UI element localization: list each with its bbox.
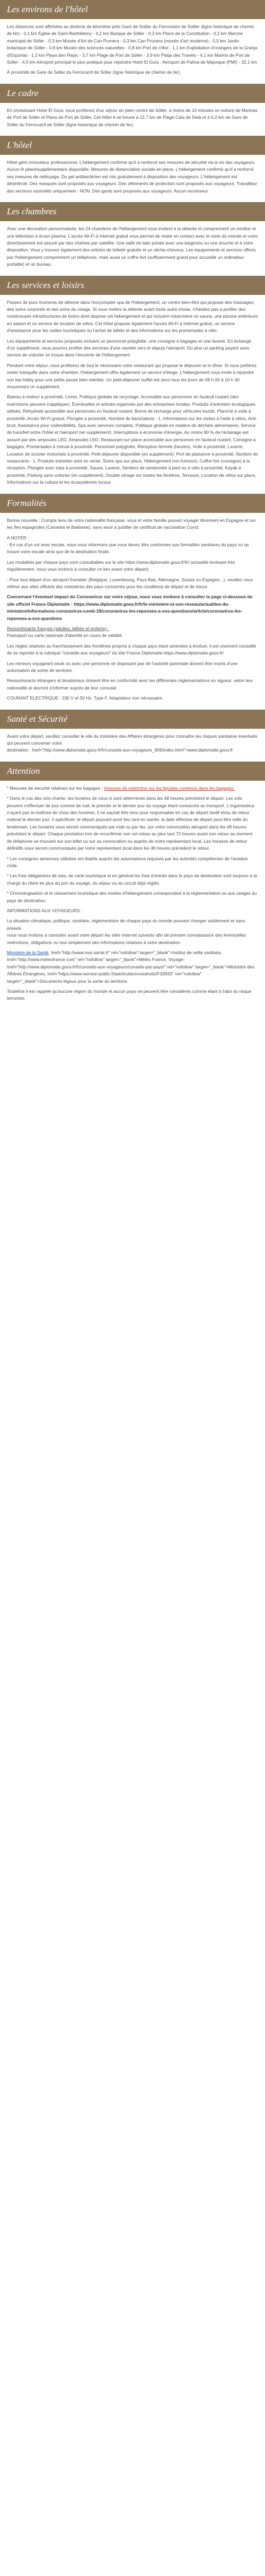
formalites-frontieres-text: Les règles relatives au franchissement des frontières propres à chaque pays étant amenées à évoluer, il est vivement conseillé de se reporter à la rubrique "conseils aux voyageurs" du site France Diplomatie.https://www.diplomatie.gouv.fr/ [7, 643, 257, 656]
attention-bagages-link[interactable]: mesures de restriction sur les liquides contenus dans les bagages. [103, 785, 235, 791]
section-environs [0, 0, 265, 84]
attention-links-rest: , href="http://www.invs.sante.fr" rel="nofollow" target="_blank">Institut de veille sanitaire, href="http://www.meteofrance.com" rel="nofollow" target="_blank">Météo France, Voyage-href="http://www.diplomatie.gouv.fr/fr/conseils-aux-voyageurs/conseils-par-pays/" rel="nofollow" target="_blank">Ministère des Affaires Étrangères, href="https://www.service-public.fr/particuliers/vosdroits/F33833" rel="nofollow" target="_blank">Documents légaux pour la sortie du territoire. [7, 949, 254, 984]
section-title-services: Les services et loisirs [0, 276, 265, 295]
attention-climat-text: La situation climatique, politique, sanitaire, réglementaire de chaque pays du monde pouvant changer subitement et sans préavis [7, 918, 245, 931]
section-sante [0, 710, 265, 762]
services-equipment-text: Les équipements et services proposés incluent un personnel polyglotte, une consigne à bagages et une laverie. En échange d'un supplément, vous pourrez profiter des services d'une navette vers et depuis l'aéroport. Du plus un parking payant sans service de voiturier se trouve dans l'enceinte de l'hébergement. [7, 338, 251, 358]
formalites-coronavirus-link[interactable]: Concernant l'éventuel impact du Coronavirus sur votre séjour, nous vous invitons à consulter la page ci-dessous du site officiel France Diplomatie : https://www.diplomatie.gouv.fr/fr/le-ministere-et-son-reseau/actualites-du-ministere/informations-coronavirus-covid-19/coronavirus-les-reponses-a-vos-questions/article/coronavirus-les-reponses-a-vos-questions [7, 594, 253, 621]
sante-destination-link[interactable]: destination : href="http://www.diplomatie.gouv.fr/fr/conseils-aux-voyageurs_909/index.html">www.diplomatie.gouv.fr [7, 747, 233, 753]
ministere-sante-link[interactable]: Ministère de la Santé [7, 949, 49, 955]
services-dining-text: Pendant votre séjour, vous profiterez de tout le nécessaire votre restaurant qui propose le déjeuner et le dîner. Si vous préférez rester tranquille dans votre chambre, l'hébergement offre également un service d'étage. L'hébergement vous invite à rejoindre son bar-lobby pour une petite pause bien méritée. Un petit-déjeuner buffet est servi tous les jours de 08 h 00 à 10 h 30 moyennant un supplément. [7, 362, 257, 389]
section-body-chambres [0, 221, 265, 272]
section-hotel [0, 136, 265, 202]
chambres-text: Avec une décoration personnalisée, les 24 chambres de l'hébergement vous invitent à la détente et comprennent un minibar et une télévision à écran plasma. L'accès Wi-Fi à Internet gratuit vous permet de rester en contact avec le reste du monde et votre divertissement est assuré par des chaînes par satellite. Une salle de bain privée avec une baignoire ou une douche et à votre disposition. Vous y trouvez également des articles de toilette gratuits et un sèche-cheveux. Les équipements et services offerts par l'hébergement comprennent un téléphone, mais aussi un coffre-fort (suffisamment grand pour accueillir un ordinateur portable) et un bureau. [7, 226, 258, 267]
environs-proximity-text: À proximité de Gare de Sóller du Ferrocarril de Sóller (ligne historique de chemin de fer) [7, 69, 180, 75]
attention-consignes-text: * Les consignes aériennes utilisées ont établis auprès les autorisations requises par les autorités compétentes de l'aviation civile. [7, 855, 248, 868]
attention-info-heading: INFORMATIONS AUX VOYAGEURS : [7, 907, 83, 913]
services-amenities-list: Bateau à moteur à proximité, Livres, Politique globale de recyclage, Accessible aux personnes en fauteuil roulant (des restrictions peuvent s'appliquer), Éventuelles et articles organisés par des entreprises locales. Produits d'entretien écologiques utilisés, Rehydrate accessible aux personnes en fauteuil roulant, Borne de recharge pour véhicules lourds, Planché à voile à proximité, Accès Wi-Fi gratuit, Plongée à proximité, Nombre de bars/salons : 1, Informations sur les visites à l'aide à vélos, Anti-bruit, Assistance pour visites/billets, Spa avec services complets, Politique globale en matière de déchets alimentaires, Service de transfert entre l'hôtel et l'aéroport (en supplément), Interruptions à économie d'énergie, Au moins 80 % de l'éclairage est assuré par des ampoules LED, Ampoules LED, Restaurant sur place accessible aux personnes en fauteuil roulant, Consigne à bagages, Promenades à cheval à proximité. Personnel polyglotte, Réception fermée (heures), Voile à proximité, Laverie, Location de scooter motorisés à proximité, Petit-déjeuner disponible (en supplément), Port de plaisance à proximité, Nombre de restaurants : 1, Produits entretien sont en vente, Soins spa sur place, Hébergement non-fumeurs, Coffre-fort (consigne) à la réception, Plongée avec tuba à proximité, Sauna, Laverie, Sentiers de randonnée à pied ou à vélo à proximité, Kayak à proximité, Parking sans voiturier (en supplément), Double vitrage sur toutes les fenêtres, Terrasse, Location de vélos sur place, Informations sur la culture et les écosystèmes locaux [7, 394, 258, 485]
section-services [0, 276, 265, 494]
formalites-ressortissants-heading: Ressortissants français (adultes, bébés et enfants) : [7, 625, 109, 631]
formalites-frontalier-text: - Pour tout départ d'un aéroport frontalier (Belgique, Luxembourg, Pays-Bas, Allemagne, Suisse ou Espagne...), veuillez vous référer aux sites officiels des ministères des pays concernés pour les conditions de départ et de retour. [7, 577, 253, 589]
section-formalites [0, 494, 265, 710]
attention-terrorisme-text: Toutefois il est rappelé qu'aucune région du monde et aucun pays ne peuvent être considérés comme étant à l'abri du risque terroriste. [7, 989, 252, 1001]
section-title-attention: Attention [0, 762, 265, 781]
attention-frais-text: * Les frais obligatoires de visa, de carte touristique et en général les frais d'entrée dans le pays de destination sont toujours à la charge du client en plus du prix du voyage, du séjour ou du circuit déjà réglés. [7, 873, 257, 886]
section-title-cadre: Le cadre [0, 84, 265, 103]
section-cadre [0, 84, 265, 136]
section-title-formalites: Formalités [0, 494, 265, 513]
attention-sites-text: nous vous invitons à consulter avant votre départ les sites Internet suivants afin de prendre connaissance des éventuelles restrictions, obligations ou tout simplement des informations relatives à votre destination. [7, 932, 246, 945]
attention-bagages-text [7, 785, 258, 792]
formalites-modalites-text: Les modalités par chaque pays sont consultables sur le site https://www.diplomatie.gouv.fr/fr/ (actualité évoluant très régulièrement, nous vous invitons à consulter ce lien avant votre départ). [7, 559, 235, 572]
formalites-escale-text: - En cas d'un vol avec escale, nous vous informons que vous devez être conformes aux formalités sanitaires du pays où se trouve votre escale ainsi que de la destination finale. [7, 542, 249, 555]
section-body-formalites [0, 513, 265, 706]
section-body-cadre [0, 103, 265, 133]
environs-distances-text: Les distances sont affichées au dixième de kilomètre près Gare de Sollier du Ferroviaire de Sollier (ligne historique de chemin de fer) - 0,1 km Église de Saint-Barthélemy - 0,2 km Banque de Sóller - 0,2 km Place de la Constitution - 0,2 km Marché municipal de Sóller - 0,3 km Musée d'Art de Can Prunera - 0,3 km Can Prunera (musée d'art moderne) - 0,5 km Jardin botanique de Sóller - 0,8 km Musée des sciences naturelles - 0,8 km Port de s'Illot - 1,1 km Exploitation d'orangers de la Granja d'Esporlas - 1,2 km Playa den Repic - 3,7 km Plage de Port de Sóller - 3,9 km Platja des Travels - 4,1 km Marina de Port de Sóller - 4,5 km Aéroport principal le plus pratique pour rejoindre Hotel El Guía : Aéroport de Palma de Majorque (PMI) - 32,1 km [7, 24, 258, 65]
cadre-text: En choisissant Hotel El Guía, vous profiterez d'un séjour en plein centre de Sóller, à moins de 10 minutes en voiture de Marinas de Port de Sóller et Plans de Port de Sóller. Cet hôtel 4 se trouve à 12,7 km de Plage Cala de Deià et à 0,2 km de Gare de Sóller du Ferrocarril de Sóller (ligne historique de chemin de fer). [7, 107, 258, 127]
section-chambres [0, 202, 265, 275]
section-body-hotel [0, 155, 265, 199]
hotel-info-page [0, 0, 265, 1010]
attention-bagages-label: * Mesures de sécurité relatives sur les bagages : [7, 785, 104, 791]
hotel-text: Hôtel géré innovateur professionnel. L'hébergement confirme qu'il a renforcé ses mesures de sécurité vis-à-vis des voyageurs. Aucun lit pliant/supplémentaire disponible. Mesures de distanciation sociale en place, L'hébergement confirme qu'il a renforcé ses mesures de nettoyage. Du gel antibactérien est mis gratuitement à disposition des voyageurs. L'hébergement est désinfecté. Des masques sont proposés aux voyageurs. Des vêtements de protection sont proposés aux voyageurs. Travailleur des secteurs assimilés uniquement - NON. Des gants sont proposés aux voyageurs. Aucun escenseur [7, 160, 258, 194]
attention-charter-text: * Dans le cas des vols charter, les horaires de ceux-ci sont déterminés dans les 48 heures précédent le départ. Les vols peuvent s'effectuer de jour comme de nuit, le premier et le dernier jour du voyage étant consacrés au transport. L'organisateur n'ayant pas la maîtrise de choix des horaires, il ne saurait être tenu pour responsable en cas de départ tardif et/ou de retour matinal le dernier jour. Il spécificier, le départ pouvant avoir lieu tard en soirée, la date effective de départ peut être celle du lendemain. Les horaires vous seront communiqués par mail ou par fax, sur votre convocation aéroport dans les 48 heures précédant le départ. Chaque prestation lors de reconfirmer son vol retour au plus tard 72 heures avant son retour au moment de téléphone se trouvant sur son billet ou sur sa convocation ou auprès de notre représentant local. Les horaires de retour définitifs vous seront communiqués par notre représentant local dans les 48 heures précédent le retour. [7, 796, 255, 851]
section-body-sante [0, 729, 265, 758]
formalites-mineurs-text: Les mineurs voyageant seuls ou avec une personne ne disposant pas de l'autorité parentale doivent être munis d'une autorisation de sortie de territoire. [7, 660, 238, 673]
sante-intro-text: Avant votre départ, veuillez consulter le site du ministère des Affaires étrangères pour connaître les risques sanitaires éventuels qui peuvent concerner votre [7, 733, 258, 746]
attention-classement-text: * Chronologisation et le classement touristique des modes d'hébergement correspondent à la réglementation ou aux usages du pays de destination. [7, 890, 257, 903]
section-title-environs: Les environs de l'hôtel [0, 0, 265, 19]
attention-links-text [7, 949, 258, 985]
formalites-good-news: Bonne nouvelle : Compte tenu de votre nationalité française, vous et votre famille pouvez voyager librement en Espagne et sur les îles espagnoles (Canaries et Baléares), sans avoir à justifier de certificat de vaccination Covid. [7, 517, 256, 530]
section-title-hotel: L'hôtel [0, 136, 265, 155]
formalites-etrangers-text: Ressortissants étrangers et binationaux doivent être en conformité avec les différentes réglementations en vigueur, selon leur nationalité et devront s'informer auprès de leur consulat. [7, 678, 253, 691]
formalites-passport-text: Passeport ou carte nationale d'identité en cours de validité. [7, 633, 123, 639]
formalites-note-heading: A NOTER : [7, 535, 29, 540]
section-title-chambres: Les chambres [0, 202, 265, 221]
section-body-environs [0, 19, 265, 81]
section-body-attention [0, 781, 265, 1007]
section-body-services [0, 295, 265, 491]
section-title-sante: Santé et Sécurité [0, 710, 265, 729]
formalites-courant-text: COURANT ELECTRIQUE : 230 V et 50 Hz. Type F. Adaptateur non nécessaire. [7, 695, 164, 701]
services-spa-text: Passez de purs moments de détente dans l'encyclopée spa de l'hébergement, un centre bien-être qui propose des massages, des soins corporels et des soins du visage. Si vous mettez la détente avant toute autre chose, n'hésitez pas à profiter des nombreuses infrastructures de loisirs dont dispose cet hébergement et qui incluent notamment un sauna, une piscine extérieure en saison et un service de location de vélos. Cet hôtel propose également l'accès Wi-Fi à Internet gratuit, un service d'assistance pour les visites touristiques ou l'achat de billets et des informations sur les promenades à vélo. [7, 299, 258, 334]
section-attention [0, 762, 265, 1010]
